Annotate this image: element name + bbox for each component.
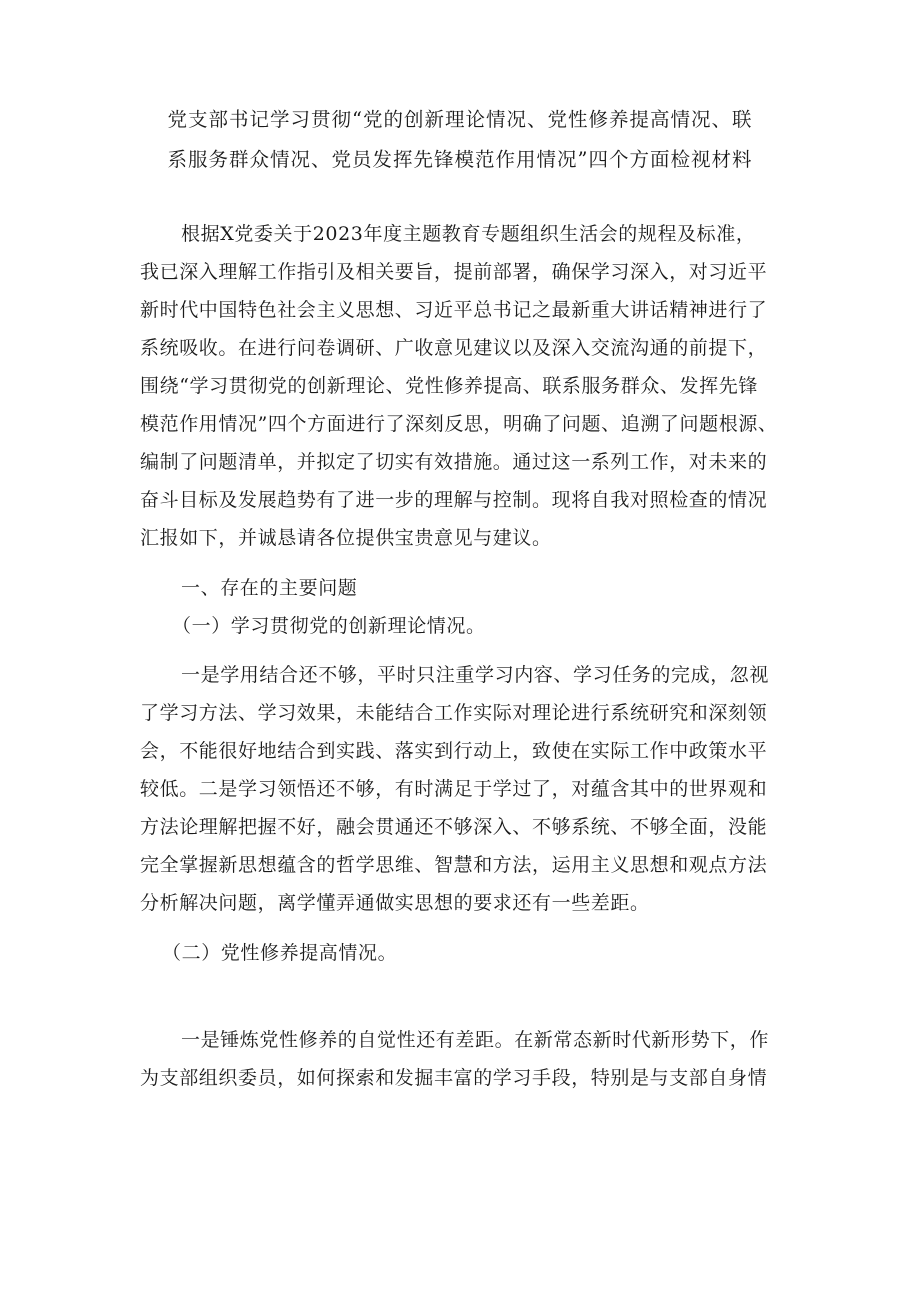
section-heading: 一、存在的主要问题 (181, 577, 358, 599)
body-line: 方法论理解把握不好，融会贯通还不够深入、不够系统、不够全面，没能 (140, 816, 768, 838)
body-line: 编制了问题清单，并拟定了切实有效措施。通过这一系列工作，对未来的 (140, 451, 768, 473)
body-line: 为支部组织委员，如何探索和发掘丰富的学习手段，特别是与支部自身情 (140, 1067, 768, 1089)
subsection-heading: （一）学习贯彻党的创新理论情况。 (172, 615, 486, 637)
body-line: 一是学用结合还不够，平时只注重学习内容、学习任务的完成，忽视 (181, 664, 770, 686)
body-line: 围绕“学习贯彻党的创新理论、党性修养提高、联系服务群众、发挥先锋 (140, 375, 758, 397)
document-title (108, 100, 812, 180)
body-line: 模范作用情况”四个方面进行了深刻反思，明确了问题、追溯了问题根源、 (140, 413, 778, 435)
body-line: 一是锤炼党性修养的自觉性还有差距。在新常态新时代新形势下，作 (181, 1029, 770, 1051)
body-line: 了学习方法、学习效果，未能结合工作实际对理论进行系统研究和深刻领 (140, 702, 768, 724)
title-line: 系服务群众情况、党员发挥先锋模范作用情况”四个方面检视材料 (167, 148, 753, 171)
body-line: 完全掌握新思想蕴含的哲学思维、智慧和方法，运用主义思想和观点方法 (140, 854, 768, 876)
body-line: 系统吸收。在进行问卷调研、广收意见建议以及深入交流沟通的前提下， (140, 337, 768, 359)
body-line: 分析解决问题，离学懂弄通做实思想的要求还有一些差距。 (140, 892, 650, 914)
body-line: 汇报如下，并诚恳请各位提供宝贵意见与建议。 (140, 527, 552, 549)
body-line: 根据X党委关于2023年度主题教育专题组织生活会的规程及标准， (181, 223, 756, 245)
body-line: 会，不能很好地结合到实践、落实到行动上，致使在实际工作中政策水平 (140, 740, 768, 762)
body-line: 奋斗目标及发展趋势有了进一步的理解与控制。现将自我对照检查的情况 (140, 489, 768, 511)
body-line: 较低。二是学习领悟还不够，有时满足于学过了，对蕴含其中的世界观和 (140, 778, 768, 800)
title-line: 党支部书记学习贯彻“党的创新理论情况、党性修养提高情况、联 (167, 108, 753, 131)
body-line: 我已深入理解工作指引及相关要旨，提前部署，确保学习深入，对习近平 (140, 261, 768, 283)
body-line: 新时代中国特色社会主义思想、习近平总书记之最新重大讲话精神进行了 (140, 299, 768, 321)
subsection-heading: （二）党性修养提高情况。 (162, 942, 398, 964)
